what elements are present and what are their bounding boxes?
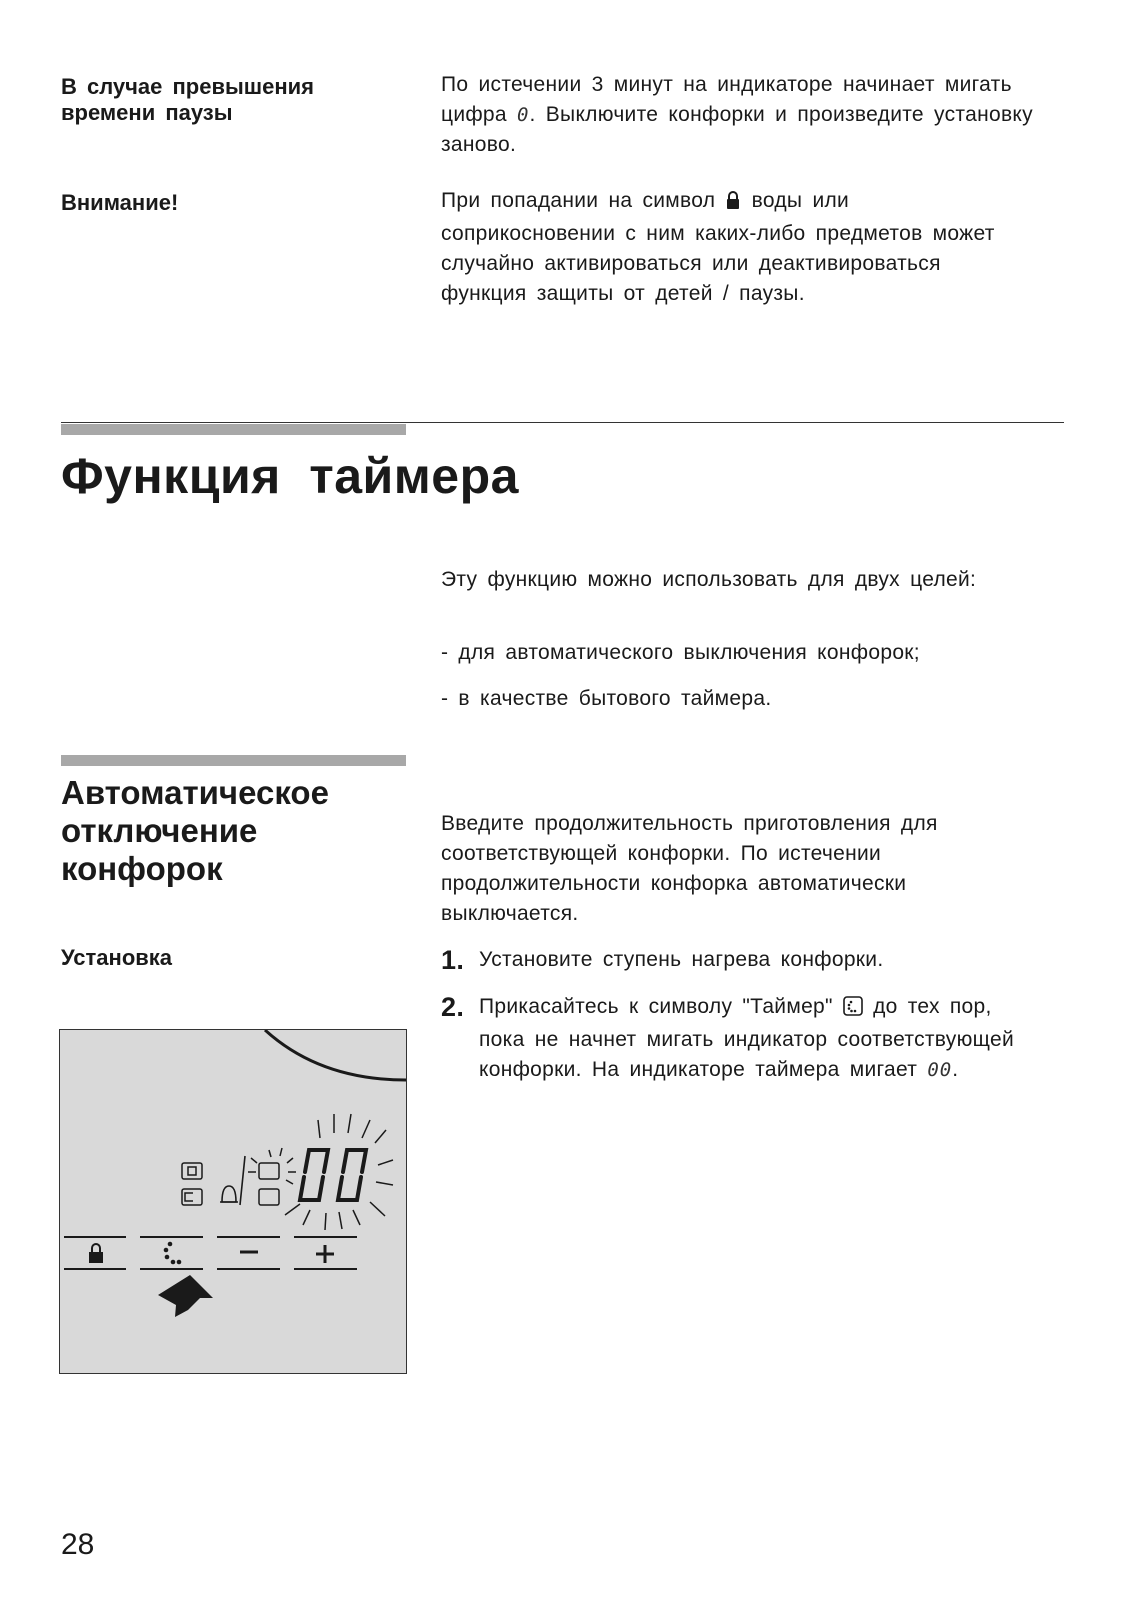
step-2-text: Прикасайтесь к символу "Таймер" до тех пор, пока не начнет мигать индикатор соответствующей конфорки. На индикаторе таймера мигает 00. (479, 995, 1014, 1081)
warning-text-part1: При попадании на символ (441, 189, 726, 212)
blinking-digit: 0 (517, 104, 530, 126)
lock-icon (725, 189, 741, 219)
timer-display (300, 1150, 366, 1200)
control-bar-lines (64, 1237, 357, 1269)
cooking-zone-edge (265, 1030, 406, 1080)
warning-label: Внимание! (61, 190, 179, 215)
control-panel-figure (59, 1029, 407, 1374)
control-panel-illustration (60, 1030, 406, 1373)
display-blink-rays (285, 1114, 393, 1230)
page-number: 28 (61, 1528, 95, 1561)
subsection-title: Автоматическое отключение конфорок (61, 774, 329, 887)
purpose-item-1: - для автоматического выключения конфорок; (441, 641, 920, 664)
zone-indicator-icons (182, 1163, 279, 1205)
pause-text-part1: По истечении 3 минут на индикаторе начинает мигать цифра (441, 73, 1012, 126)
warning-text-part2: воды или соприкосновении с ним каких-либо предметов может случайно активироваться или деактивироваться функция защиты от детей / паузы. (441, 189, 995, 305)
setup-label: Установка (61, 945, 173, 970)
lock-button-icon (89, 1244, 103, 1263)
page-title: Функция таймера (61, 448, 519, 504)
timer-display-text: 00 (335, 1220, 337, 1221)
step-2-number: 2. (441, 992, 465, 1022)
plus-button-icon (316, 1245, 334, 1263)
timer-display-value: 00 (927, 1059, 953, 1081)
arrow-icon (158, 1275, 213, 1317)
section-divider-accent (61, 424, 406, 435)
pause-label: В случае превышения времени паузы (61, 74, 315, 125)
auto-off-intro: Введите продолжительность приготовления для соответствующей конфорки. По истечении продолжительности конфорка автоматически выключается. (441, 812, 938, 925)
purpose-item-2: - в качестве бытового таймера. (441, 687, 772, 710)
pause-text-part2: . Выключите конфорки и произведите установку заново. (441, 103, 1033, 156)
subsection-accent (61, 755, 406, 766)
section-divider (61, 422, 1064, 423)
bell-icon (220, 1156, 245, 1205)
step-1 (441, 945, 1041, 975)
timer-button-icon (164, 1242, 182, 1265)
step-1-text: Установите ступень нагрева конфорки. (479, 948, 884, 971)
step-2 (441, 992, 1041, 1085)
pause-text (441, 70, 1041, 160)
timer-icon (843, 995, 863, 1025)
timer-intro: Эту функцию можно использовать для двух целей: (441, 568, 977, 591)
step-1-number: 1. (441, 945, 465, 975)
warning-text (441, 186, 1026, 309)
